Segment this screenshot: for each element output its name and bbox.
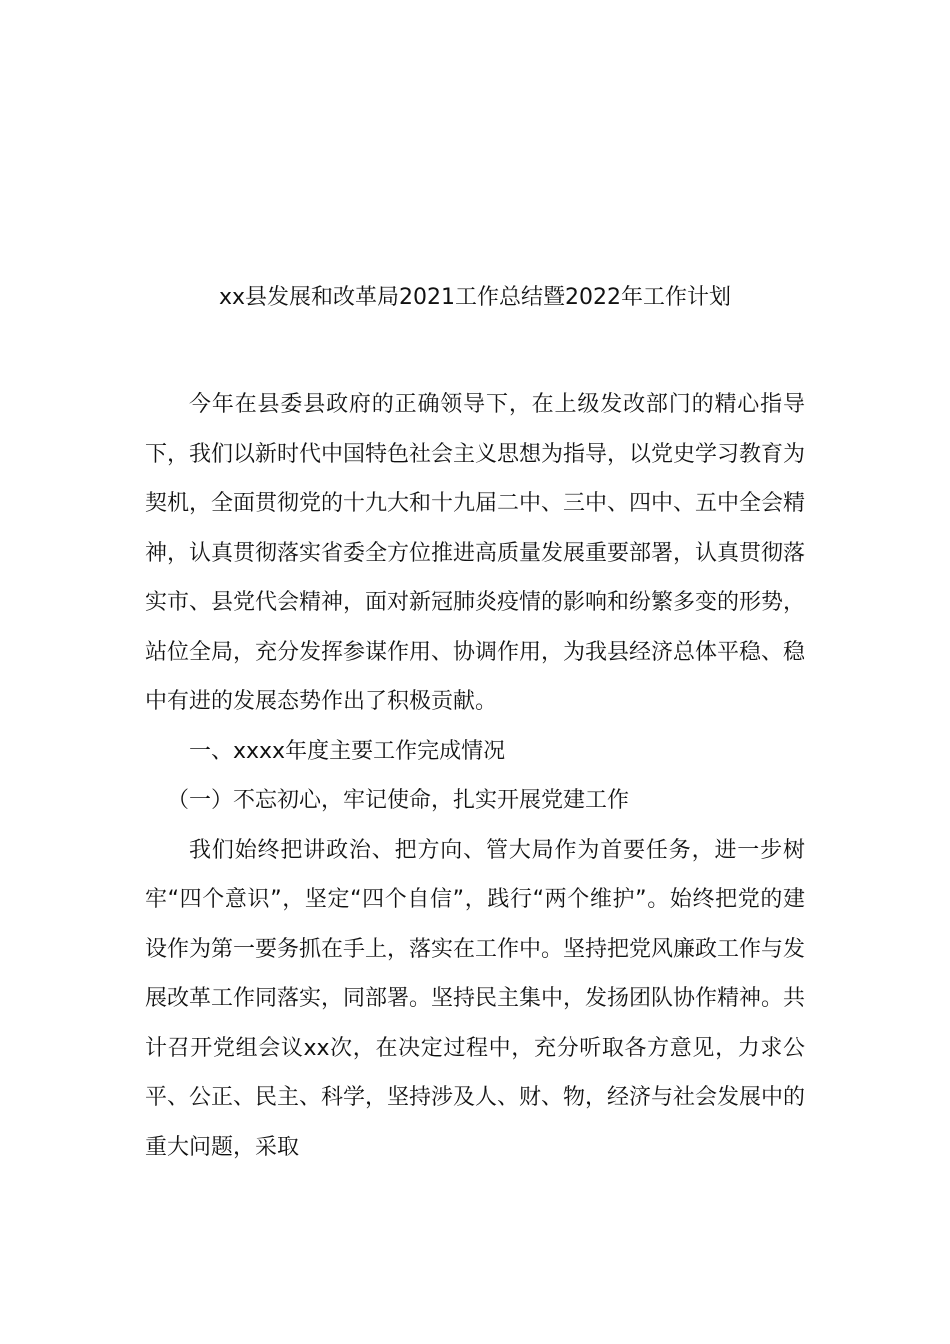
subsection-paragraph: 我们始终把讲政治、把方向、管大局作为首要任务，进一步树牢“四个意识”，坚定“四个自信”，践行“两个维护”。始终把党的建设作为第一要务抓在手上，落实在工作中。坚持把党风廉政工作与发展改革工作同落实，同部署。坚持民主集中，发扬团队协作精神。共计召开党组会议xx次，在决定过程中，充分听取各方意见，力求公平、公正、民主、科学，坚持涉及人、财、物，经济与社会发展中的重大问题，采取 <box>145 837 806 1160</box>
subsection-heading: （一）不忘初心，牢记使命，扎实开展党建工作 <box>167 788 630 813</box>
intro-paragraph: 今年在县委县政府的正确领导下，在上级发改部门的精心指导下，我们以新时代中国特色社会主义思想为指导，以党史学习教育为契机，全面贯彻党的十九大和十九届二中、三中、四中、五中全会精神，认真贯彻落实省委全方位推进高质量发展重要部署，认真贯彻落实市、县党代会精神，面对新冠肺炎疫情的影响和纷繁多变的形势，站位全局，充分发挥参谋作用、协调作用，为我县经济总体平稳、稳中有进的发展态势作出了积极贡献。 <box>145 392 806 714</box>
section-heading: 一、xxxx年度主要工作完成情况 <box>189 738 506 764</box>
document-title: xx县发展和改革局2021工作总结暨2022年工作计划 <box>218 285 732 310</box>
document-body <box>145 380 805 1172</box>
